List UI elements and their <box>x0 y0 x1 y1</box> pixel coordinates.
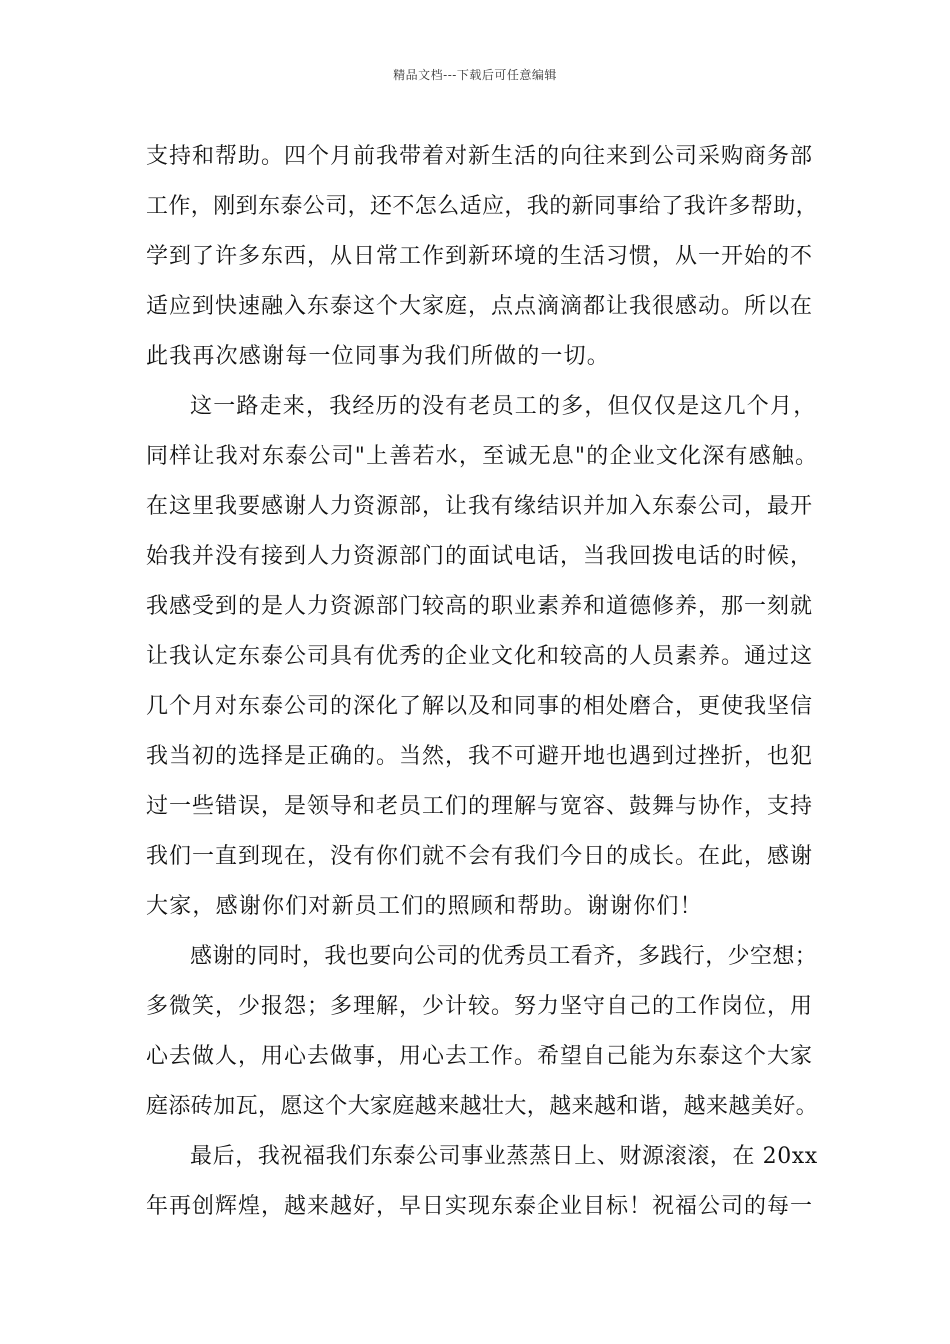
text-line: 过一些错误，是领导和老员工们的理解与宽容、鼓舞与协作，支持 <box>146 794 814 819</box>
text-line: 学到了许多东西，从日常工作到新环境的生活习惯，从一开始的不 <box>146 244 814 269</box>
text-line: 我感受到的是人力资源部门较高的职业素养和道德修养，那一刻就 <box>146 594 814 619</box>
page-header: 精品文档---下载后可任意编辑 <box>393 68 557 82</box>
paragraph-first-line: 最后，我祝福我们东泰公司事业蒸蒸日上、财源滚滚，在 20xx <box>190 1144 818 1169</box>
text-line: 工作，刚到东泰公司，还不怎么适应，我的新同事给了我许多帮助， <box>146 194 819 219</box>
text-line: 支持和帮助。四个月前我带着对新生活的向往来到公司采购商务部 <box>146 144 814 169</box>
body-text <box>146 132 818 1232</box>
text-line: 适应到快速融入东泰这个大家庭，点点滴滴都让我很感动。所以在 <box>146 294 814 319</box>
text-line: 我当初的选择是正确的。当然，我不可避开地也遇到过挫折，也犯 <box>146 744 814 769</box>
text-line: 始我并没有接到人力资源部门的面试电话，当我回拨电话的时候， <box>146 544 814 569</box>
text-line: 同样让我对东泰公司"上善若水，至诚无息"的企业文化深有感触。 <box>146 444 819 469</box>
text-line: 心去做人，用心去做事，用心去工作。希望自己能为东泰这个大家 <box>146 1044 814 1069</box>
paragraph-first-line: 感谢的同时，我也要向公司的优秀员工看齐，多践行，少空想； <box>190 944 818 969</box>
text-line: 我们一直到现在，没有你们就不会有我们今日的成长。在此，感谢 <box>146 844 814 869</box>
text-line: 在这里我要感谢人力资源部，让我有缘结识并加入东泰公司，最开 <box>146 494 814 519</box>
text-line: 几个月对东泰公司的深化了解以及和同事的相处磨合，更使我坚信 <box>146 694 814 719</box>
paragraph-first-line: 这一路走来，我经历的没有老员工的多，但仅仅是这几个月， <box>190 394 817 419</box>
text-line: 大家，感谢你们对新员工们的照顾和帮助。谢谢你们！ <box>146 894 703 919</box>
text-line: 此我再次感谢每一位同事为我们所做的一切。 <box>146 344 611 369</box>
text-line: 年再创辉煌，越来越好，早日实现东泰企业目标！祝福公司的每一 <box>146 1194 814 1219</box>
text-line: 让我认定东泰公司具有优秀的企业文化和较高的人员素养。通过这 <box>146 644 814 669</box>
text-line: 庭添砖加瓦，愿这个大家庭越来越壮大，越来越和谐，越来越美好。 <box>146 1094 819 1119</box>
text-line: 多微笑，少报怨；多理解，少计较。努力坚守自己的工作岗位，用 <box>146 994 814 1019</box>
